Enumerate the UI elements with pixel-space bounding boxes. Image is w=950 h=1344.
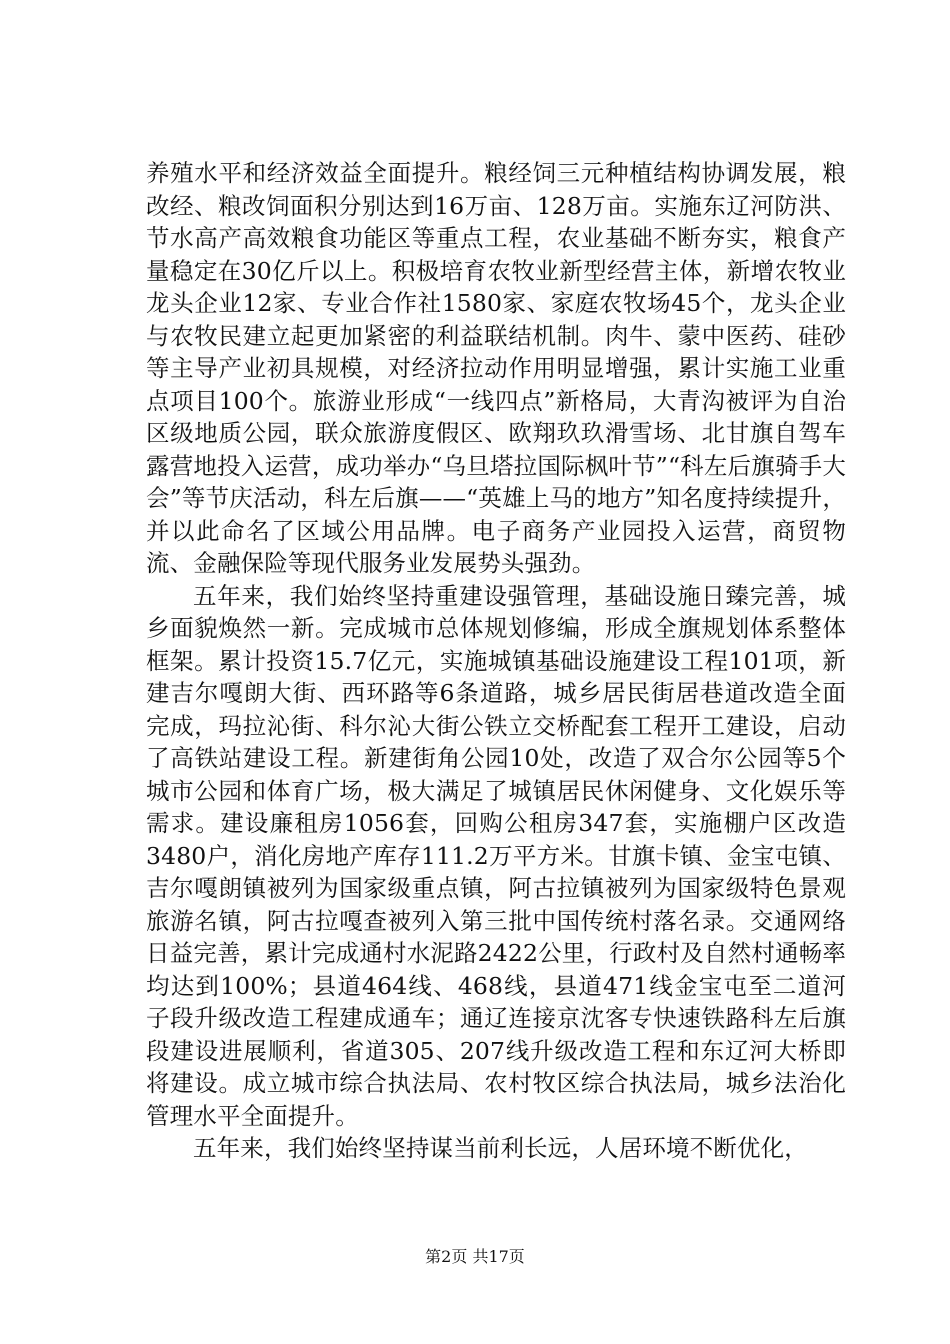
paragraph-continuation: 养殖水平和经济效益全面提升。粮经饲三元种植结构协调发展，粮改经、粮改饲面积分别达到16万亩、128万亩。实施东辽河防洪、节水高产高效粮食功能区等重点工程，农业基础不断夯实，粮食产量稳定在30亿斤以上。积极培育农牧业新型经营主体，新增农牧业龙头企业12家、专业合作社1580家、家庭农牧场45个，龙头企业与农牧民建立起更加紧密的利益联结机制。肉牛、蒙中医药、硅砂等主导产业初具规模，对经济拉动作用明显增强，累计实施工业重点项目100个。旅游业形成“一线四点”新格局，大青沟被评为自治区级地质公园，联众旅游度假区、欧翔玖玖滑雪场、北甘旗自驾车露营地投入运营，成功举办“乌旦塔拉国际枫叶节”“科左后旗骑手大会”等节庆活动，科左后旗——“英雄上马的地方”知名度持续提升，并以此命名了区域公用品牌。电子商务产业园投入运营，商贸物流、金融保险等现代服务业发展势头强劲。 — [146, 159, 846, 577]
paragraph-environment: 五年来，我们始终坚持谋当前利长远，人居环境不断优化， — [193, 1134, 808, 1162]
page-footer: 第2页 共17页 — [425, 1247, 525, 1266]
paragraph-infrastructure: 五年来，我们始终坚持重建设强管理，基础设施日臻完善，城乡面貌焕然一新。完成城市总体规划修编，形成全旗规划体系整体框架。累计投资15.7亿元，实施城镇基础设施建设工程101项，新建吉尔嘎朗大街、西环路等6条道路，城乡居民街居巷道改造全面完成，玛拉沁街、科尔沁大街公铁立交桥配套工程开工建设，启动了高铁站建设工程。新建街角公园10处，改造了双合尔公园等5个城市公园和体育广场，极大满足了城镇居民休闲健身、文化娱乐等需求。建设廉租房1056套，回购公租房347套，实施棚户区改造3480户，消化房地产库存111.2万平方米。甘旗卡镇、金宝屯镇、吉尔嘎朗镇被列为国家级重点镇，阿古拉镇被列为国家级特色景观旅游名镇，阿古拉嘎查被列入第三批中国传统村落名录。交通网络日益完善，累计完成通村水泥路2422公里，行政村及自然村通畅率均达到100%；县道464线、468线，县道471线金宝屯至二道河子段升级改造工程建成通车；通辽连接京沈客专快速铁路科左后旗段建设进展顺利，省道305、207线升级改造工程和东辽河大桥即将建设。成立城市综合执法局、农村牧区综合执法局，城乡法治化管理水平全面提升。 — [146, 581, 846, 1130]
document-body — [146, 157, 846, 1165]
